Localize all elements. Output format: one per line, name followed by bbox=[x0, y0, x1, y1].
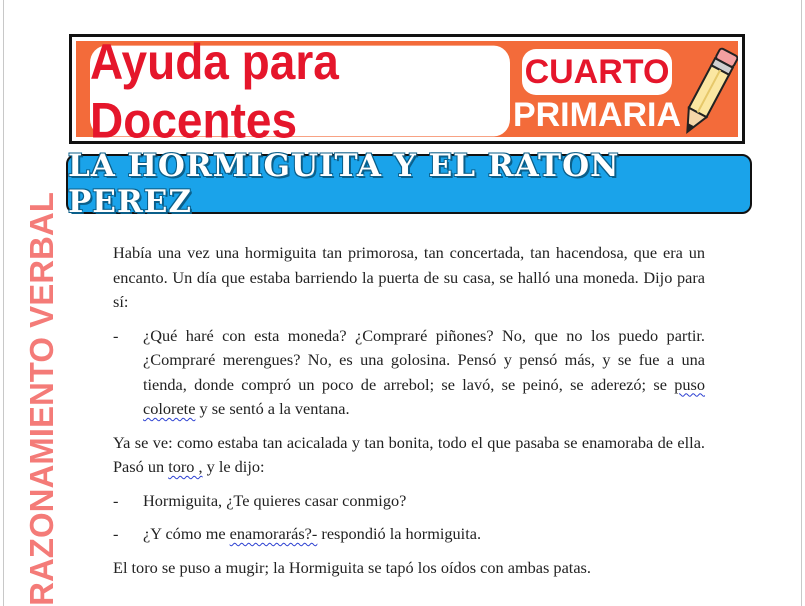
grade-badge bbox=[512, 49, 682, 134]
grade-line1: CUARTO bbox=[522, 49, 672, 95]
pencil-icon bbox=[678, 45, 738, 141]
side-category-label bbox=[22, 192, 62, 606]
banner-background bbox=[76, 33, 738, 149]
brand-logo-text: Ayuda para Docentes bbox=[90, 46, 510, 137]
story-title: LA HORMIGUITA Y EL RATON PEREZ bbox=[68, 148, 620, 220]
grade-line2: PRIMARIA bbox=[512, 95, 682, 134]
page-edge-left bbox=[3, 0, 4, 606]
dialogue-1 bbox=[113, 324, 705, 422]
paragraph-2-text-b: y le dijo: bbox=[202, 457, 265, 476]
dialogue-3-text-b: respondió la hormiguita. bbox=[317, 524, 482, 543]
spellcheck-flag: enamorarás?- bbox=[229, 524, 318, 543]
side-category-text: RAZONAMIENTO VERBAL bbox=[23, 192, 61, 606]
dialogue-dash: - bbox=[113, 524, 119, 543]
dialogue-1-text-b: y se sentó a la ventana. bbox=[195, 399, 350, 418]
paragraph-1: Había una vez una hormiguita tan primorosa, tan concertada, tan hacendosa, que era un encanto. Un día que estaba barriendo la puerta de su casa, se halló una moneda. Dijo para sí: bbox=[113, 243, 705, 311]
page-edge-right bbox=[801, 0, 802, 606]
dialogue-2 bbox=[113, 489, 705, 514]
dialogue-dash: - bbox=[113, 490, 119, 510]
spellcheck-flag: toro , bbox=[168, 457, 203, 476]
story-body bbox=[113, 241, 705, 589]
paragraph-2-text-a: Ya se ve: como estaba tan acicalada y tan bonita, todo el que pasaba se enamoraba de ella. Pasó un bbox=[113, 432, 705, 476]
paragraph-3: El toro se puso a mugir; la Hormiguita se tapó los oídos con ambas patas. bbox=[113, 557, 591, 577]
dialogue-1-text-a: ¿Qué haré con esta moneda? ¿Compraré piñones? No, que no los puedo partir. ¿Compraré merengues? No, es una golosina. Pensó y pensó más, y se fue a una tienda, donde compró un poco de arrebol; se lavó, se peinó, se aderezó; se bbox=[143, 325, 705, 394]
dialogue-2-text: Hormiguita, ¿Te quieres casar conmigo? bbox=[143, 490, 407, 510]
dialogue-3 bbox=[113, 522, 705, 547]
paragraph-2 bbox=[113, 431, 705, 480]
header-banner bbox=[69, 33, 745, 149]
dialogue-dash: - bbox=[113, 325, 119, 345]
story-title-bar bbox=[66, 148, 752, 220]
dialogue-3-text-a: ¿Y cómo me bbox=[143, 524, 230, 543]
spellcheck-flag: puso colorete bbox=[143, 374, 705, 418]
